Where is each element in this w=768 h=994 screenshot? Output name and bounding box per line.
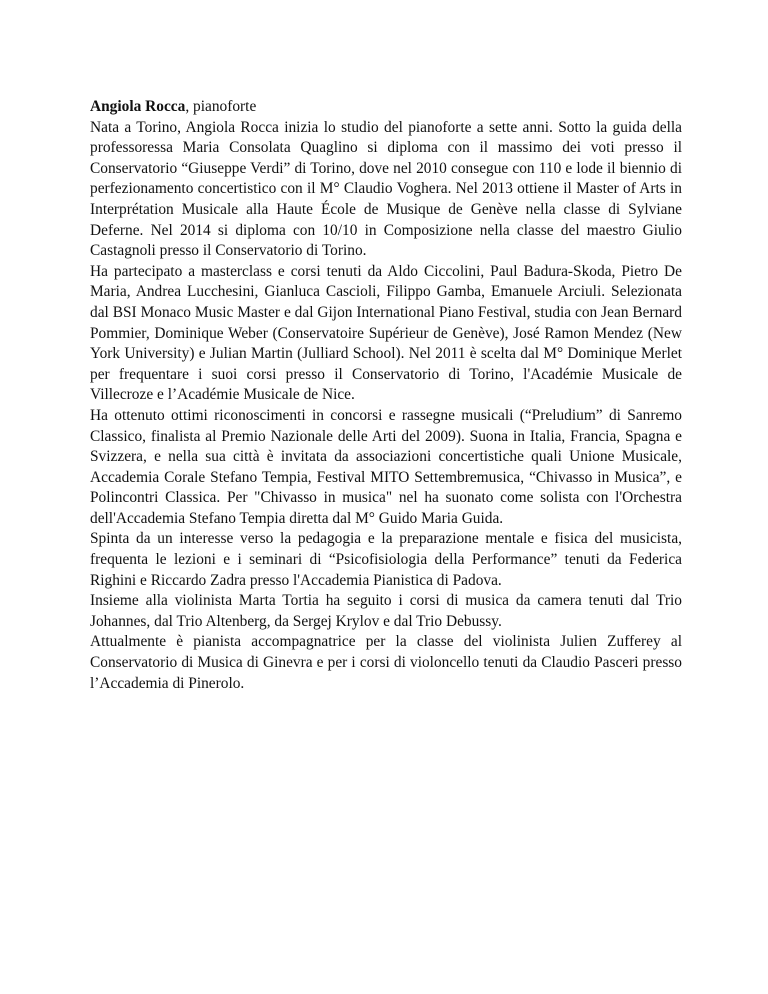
bio-paragraph-awards: Ha ottenuto ottimi riconoscimenti in concorsi e rassegne musicali (“Preludium” di Sanremo Classico, finalista al Premio Nazionale delle Arti del 2009). Suona in Italia, Francia, Spagna e Svizzera, e nella sua città è invitata da associazioni concertistiche quali Unione Musicale, Accademia Corale Stefano Tempia, Festival MITO Settembremusica, “Chivasso in Musica”, e Polincontri Classica. Per "Chivasso in musica" nel ha suonato come solista con l'Orchestra dell'Accademia Stefano Tempia diretta dal M° Guido Maria Guida. xyxy=(90,406,682,527)
bio-paragraph-current-role: Attualmente è pianista accompagnatrice per la classe del violinista Julien Zufferey al Conservatorio di Musica di Ginevra e per i corsi di violoncello tenuti da Claudio Pasceri presso l’Accademia di Pinerolo. xyxy=(90,633,682,692)
bio-paragraph-pedagogy: Spinta da un interesse verso la pedagogia e la preparazione mentale e fisica del musicista, frequenta le lezioni e i seminari di “Psicofisiologia della Performance” tenuti da Federica Righini e Riccardo Zadra presso l'Accademia Pianistica di Padova. xyxy=(90,530,682,589)
artist-name: Angiola Rocca xyxy=(90,98,186,115)
bio-paragraph-chamber-music: Insieme alla violinista Marta Tortia ha seguito i corsi di musica da camera tenuti dal Trio Johannes, dal Trio Altenberg, da Sergej Krylov e dal Trio Debussy. xyxy=(90,592,682,630)
bio-heading xyxy=(90,97,682,118)
artist-instrument: , pianoforte xyxy=(185,98,257,115)
bio-paragraph-masterclasses: Ha partecipato a masterclass e corsi tenuti da Aldo Ciccolini, Paul Badura-Skoda, Pietro De Maria, Andrea Lucchesini, Gianluca Cascioli, Filippo Gamba, Emanuele Arciuli. Selezionata dal BSI Monaco Music Master e dal Gijon International Piano Festival, studia con Jean Bernard Pommier, Dominique Weber (Conservatoire Supérieur de Genève), José Ramon Mendez (New York University) e Julian Martin (Julliard School). Nel 2011 è scelta dal M° Dominique Merlet per frequentare i suoi corsi presso il Conservatorio di Torino, l'Académie Musicale de Villecroze e l’Académie Musicale de Nice. xyxy=(90,262,682,404)
document-body xyxy=(90,97,682,694)
bio-paragraph-education: Nata a Torino, Angiola Rocca inizia lo studio del pianoforte a sette anni. Sotto la guida della professoressa Maria Consolata Quaglino si diploma con il massimo dei voti presso il Conservatorio “Giuseppe Verdi” di Torino, dove nel 2010 consegue con 110 e lode il biennio di perfezionamento concertistico con il M° Claudio Voghera. Nel 2013 ottiene il Master of Arts in Interprétation Musicale alla Haute École de Musique de Genève nella classe di Sylviane Deferne. Nel 2014 si diploma con 10/10 in Composizione nella classe del maestro Giulio Castagnoli presso il Conservatorio di Torino. xyxy=(90,118,682,260)
